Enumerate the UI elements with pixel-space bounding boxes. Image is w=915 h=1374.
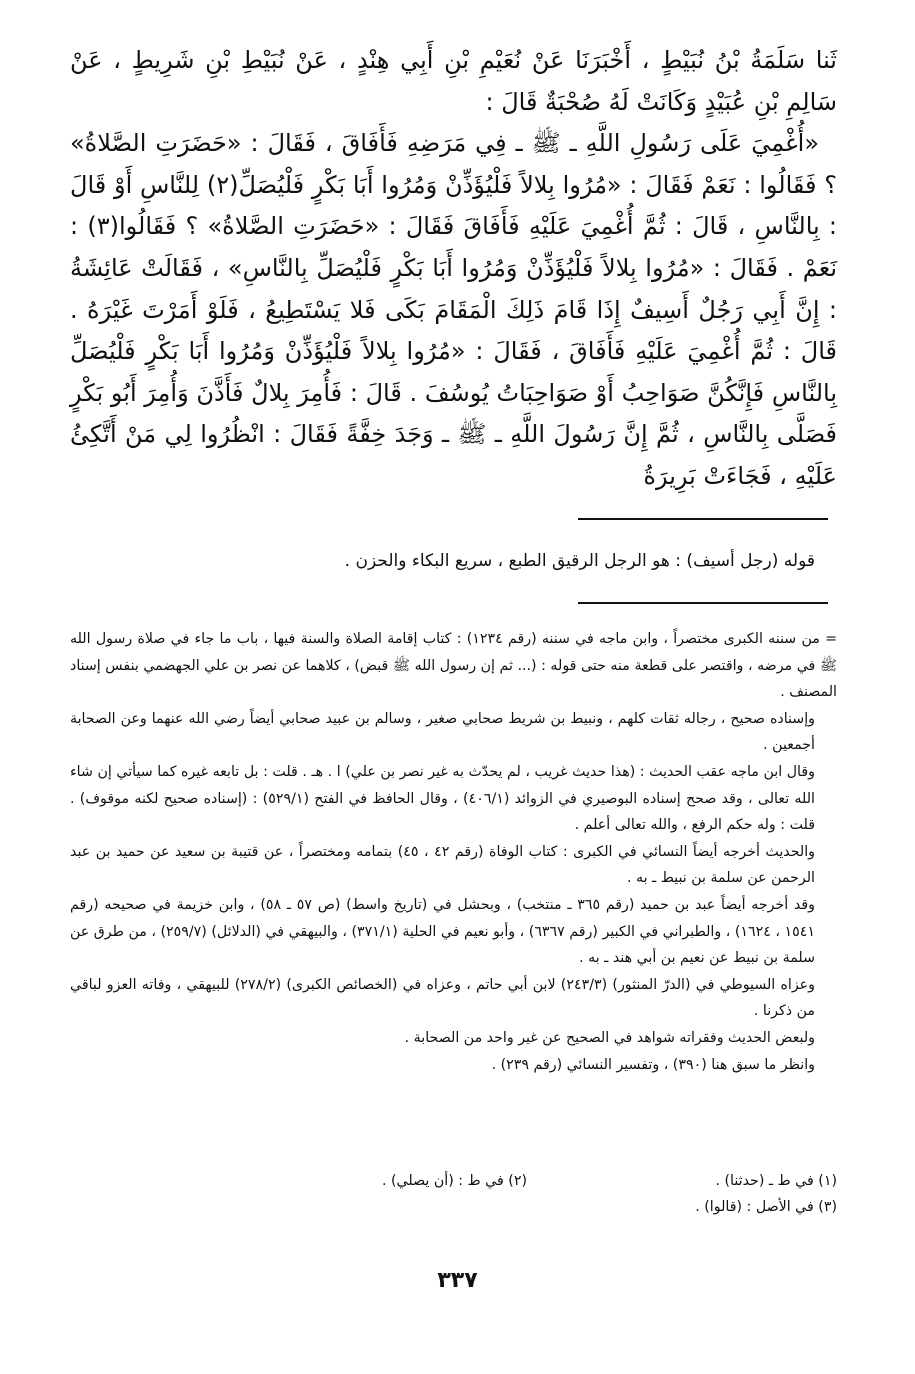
notes-separator-line bbox=[578, 602, 828, 604]
page-number: ٣٣٧ bbox=[437, 1268, 478, 1293]
note-paragraph: وإسناده صحيح ، رجاله ثقات كلهم ، ونبيط بن شريط صحابي صغير ، وسالم بن عبيد صحابي أيضاً رضي الله عنهما وعن الصحابة أجمعين . bbox=[70, 710, 815, 754]
footnote-row bbox=[137, 1194, 837, 1220]
hadith-main-text bbox=[70, 40, 837, 498]
note-paragraph: والحديث أخرجه أيضاً النسائي في الكبرى : كتاب الوفاة (رقم ٤٢ ، ٤٥) بتمامه ومختصراً ، عن قتيبة بن سعيد عن حميد بن عبد الرحمن عن سلمة بن نبيط ـ به . bbox=[70, 843, 815, 887]
word-gloss: قوله (رجل أسيف) : هو الرجل الرقيق الطبع ، سريع البكاء والحزن . bbox=[344, 551, 815, 571]
note-paragraph: = من سننه الكبرى مختصراً ، وابن ماجه في سننه (رقم ١٢٣٤) : كتاب إقامة الصلاة والسنة فيها ، باب ما جاء في صلاة رسول الله ﷺ في مرضه ، واقتصر على قطعة منه حتى قوله : (... ثم إن رسول الله ﷺ قبض) ، كلاهما عن نصر بن علي الجهضمي بنفس إسناد المصنف . bbox=[70, 631, 837, 701]
footnote-2: (٢) في ط : (أن يصلي) . bbox=[382, 1173, 527, 1189]
footnote-1: (١) في ط ـ (حدثنا) . bbox=[715, 1173, 837, 1189]
note-paragraph: وانظر ما سبق هنا (٣٩٠) ، وتفسير النسائي (رقم ٢٣٩) . bbox=[491, 1056, 815, 1073]
footnotes bbox=[137, 1168, 837, 1220]
note-paragraph: وقد أخرجه أيضاً عبد بن حميد (رقم ٣٦٥ ـ منتخب) ، وبحشل في (تاريخ واسط) (ص ٥٧ ـ ٥٨) ، وابن خزيمة في صحيحه (رقم ١٥٤١ ، ١٦٢٤) ، والطبراني في الكبير (رقم ٦٣٦٧) ، وأبو نعيم في الحلية (٣٧١/١) ، والبيهقي في (الدلائل) (٢٥٩/٧) ، من طرق عن سلمة بن نبيط عن نعيم بن أبي هند ـ به . bbox=[70, 896, 815, 967]
takhrij-notes bbox=[70, 626, 837, 1078]
note-paragraph: ولبعض الحديث وفقراته شواهد في الصحيح عن غير واحد من الصحابة . bbox=[404, 1029, 815, 1046]
note-paragraph: وقال ابن ماجه عقب الحديث : (هذا حديث غريب ، لم يحدّث به غير نصر بن علي) ا . هـ . قلت : بل تابعه غيره كما سيأتي إن شاء الله تعالى ، وقد صحح إسناده البوصيري في الزوائد (٤٠٦/١) ، وقال الحافظ في الفتح (٥٢٩/١) : (إسناده صحيح لكنه موقوف) . قلت : وله حكم الرفع ، والله تعالى أعلم . bbox=[70, 763, 815, 834]
footnote-3: (٣) في الأصل : (قالوا) . bbox=[695, 1199, 837, 1215]
gloss-separator-line bbox=[578, 518, 828, 520]
matn-paragraph: «أُغْمِيَ عَلَى رَسُولِ اللَّهِ ـ ﷺ ـ فِي مَرَضِهِ فَأَفَاقَ ، فَقَالَ : «حَضَرَتِ الصَّلاةُ» ؟ فَقَالُوا : نَعَمْ فَقَالَ : «مُرُوا بِلالاً فَلْيُؤَذِّنْ وَمُرُوا أَبَا بَكْرٍ فَلْيُصَلِّ(٢) لِلنَّاسِ أَوْ قَالَ : بِالنَّاسِ ، قَالَ : ثُمَّ أُغْمِيَ عَلَيْهِ فَأَفَاقَ فَقَالَ : «حَضَرَتِ الصَّلاةُ» ؟ فَقَالُوا(٣) : نَعَمْ . فَقَالَ : «مُرُوا بِلالاً فَلْيُؤَذِّنْ وَمُرُوا أَبَا بَكْرٍ فَلْيُصَلِّ بِالنَّاسِ» ، فَقَالَتْ عَائِشَةُ : إِنَّ أَبِي رَجُلٌ أَسِيفٌ إِذَا قَامَ ذَلِكَ الْمَقَامَ بَكَى فَلا يَسْتَطِيعُ ، فَلَوْ أَمَرْتَ غَيْرَهُ . قَالَ : ثُمَّ أُغْمِيَ عَلَيْهِ فَأَفَاقَ ، فَقَالَ : «مُرُوا بِلالاً فَلْيُؤَذِّنْ وَمُرُوا أَبَا بَكْرٍ فَلْيُصَلِّ بِالنَّاسِ فَإِنَّكُنَّ صَوَاحِبُ أَوْ صَوَاحِبَاتُ يُوسُفَ . قَالَ : فَأُمِرَ بِلالٌ فَأَذَّنَ وَأُمِرَ أَبُو بَكْرٍ فَصَلَّى بِالنَّاسِ ، ثُمَّ إِنَّ رَسُولَ اللَّهِ ـ ﷺ ـ وَجَدَ خِفَّةً فَقَالَ : انْظُرُوا لِي مَنْ أَتَّكِئُ عَلَيْهِ ، فَجَاءَتْ بَرِيرَةُ bbox=[70, 129, 838, 490]
footnote-row bbox=[137, 1168, 837, 1194]
note-paragraph: وعزاه السيوطي في (الدرّ المنثور) (٢٤٣/٣) لابن أبي حاتم ، وعزاه في (الخصائص الكبرى) (٢٧٨/٢) للبيهقي ، وفاته العزو لباقي من ذكرنا . bbox=[70, 976, 816, 1020]
isnad-paragraph: ثَنا سَلَمَةُ بْنُ نُبَيْطٍ ، أَخْبَرَنَا عَنْ نُعَيْمِ بْنِ أَبِي هِنْدٍ ، عَنْ نُبَيْطِ بْنِ شَرِيطٍ ، عَنْ سَالِمِ بْنِ عُبَيْدٍ وَكَانَتْ لَهُ صُحْبَةٌ قَالَ : bbox=[70, 46, 837, 116]
